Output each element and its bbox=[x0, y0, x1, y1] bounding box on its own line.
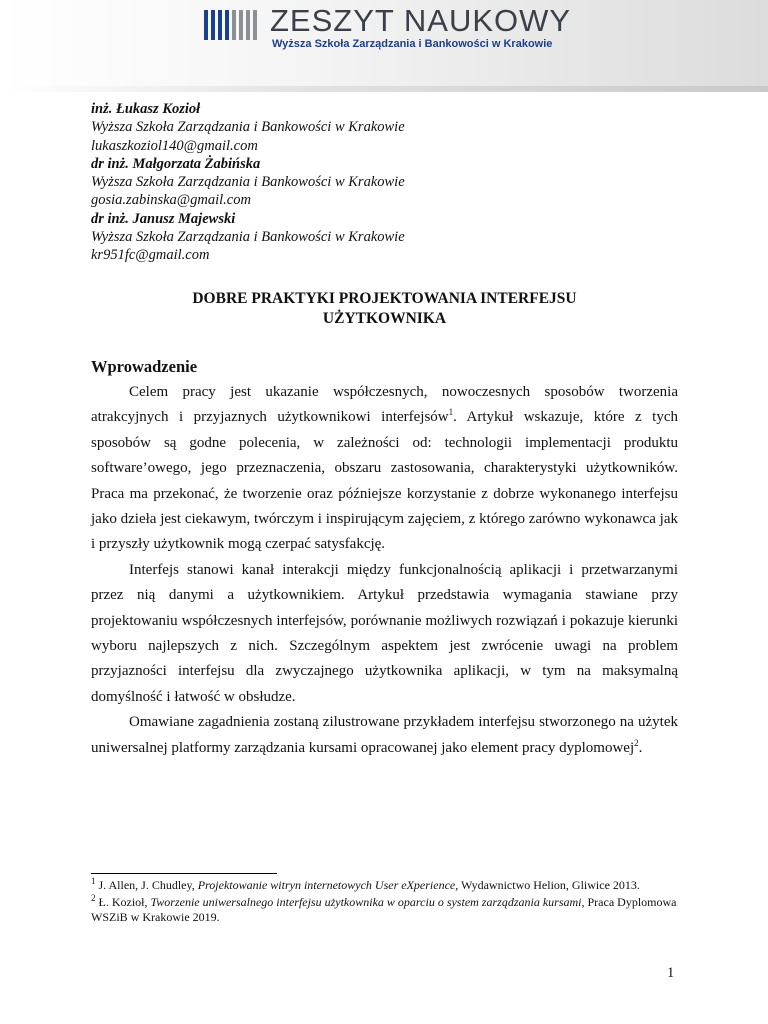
author-email: kr951fc@gmail.com bbox=[91, 247, 210, 264]
author-name: dr inż. Małgorzata Żabińska bbox=[91, 155, 261, 172]
paragraph-text: . bbox=[638, 739, 643, 756]
section-heading: Wprowadzenie bbox=[91, 357, 198, 376]
journal-logo-icon bbox=[204, 10, 262, 40]
footnote-title: Projektowanie witryn internetowych User eXperience bbox=[197, 878, 456, 892]
footnote-text: Ł. Kozioł, bbox=[95, 894, 151, 909]
header-divider bbox=[0, 86, 768, 92]
paragraph-text: Celem pracy jest ukazanie współczesnych, nowoczesnych sposobów tworzenia atrakcyjnych i przyjaznych użytkownikowi interfejsów bbox=[91, 384, 678, 426]
journal-institution: Wyższa Szkoła Zarządzania i Bankowości w Krakowie bbox=[272, 38, 553, 50]
paper-title bbox=[91, 289, 678, 328]
author-affiliation: Wyższa Szkoła Zarządzania i Bankowości w Krakowie bbox=[91, 229, 405, 246]
footnote bbox=[91, 892, 681, 926]
paragraph bbox=[91, 710, 678, 761]
footnote-text: J. Allen, J. Chudley, bbox=[95, 878, 198, 892]
author-name: dr inż. Janusz Majewski bbox=[91, 210, 236, 227]
footnote-number: 2 bbox=[91, 892, 96, 903]
footnote-ref: 1 bbox=[448, 407, 454, 418]
footnote bbox=[91, 878, 681, 894]
author-block bbox=[91, 100, 651, 265]
author-email: gosia.zabinska@gmail.com bbox=[91, 192, 251, 209]
journal-name: ZESZYT NAUKOWY bbox=[270, 3, 572, 38]
paper-title-line: UŻYTKOWNIKA bbox=[322, 309, 447, 327]
footnote-title: Tworzenie uniwersalnego interfejsu użytkownika w oparciu o system zarządzania kursami, bbox=[150, 894, 585, 909]
author-name: inż. Łukasz Kozioł bbox=[91, 101, 201, 117]
footnote-text: Praca Dyplomowa WSZiB w Krakowie 2019. bbox=[91, 894, 677, 925]
paragraph: Interfejs stanowi kanał interakcji między funkcjonalnością aplikacji i przetwarzanymi przez nią danymi a użytkownikiem. Artykuł przedstawia wymagania stawiane przy projektowaniu współczesnych interfejsów, porównanie możliwych rozwiązań i pokazuje kierunki wyboru najlepszych z nich. Szczególnym aspektem jest zwrócenie uwagi na problem przyjazności interfejsu dla zwyczajnego użytkownika aplikacji, w tym na maksymalną domyślność i łatwość w obsłudze. bbox=[91, 561, 678, 705]
footnote-text: , Wydawnictwo Helion, Gliwice 2013. bbox=[455, 878, 640, 892]
journal-header bbox=[0, 0, 768, 86]
body-text bbox=[91, 380, 678, 761]
author-affiliation: Wyższa Szkoła Zarządzania i Bankowości w Krakowie bbox=[91, 119, 405, 136]
author-email: lukaszkoziol140@gmail.com bbox=[91, 137, 258, 154]
page-number: 1 bbox=[667, 965, 675, 981]
footnotes bbox=[91, 878, 681, 927]
paragraph-text: . Artykuł wskazuje, które z tych sposobów są godne polecenia, w zależności od: technologii implementacji produktu software’owego, jego przeznaczenia, obszaru zastosowania, charakterystyki użytkowników. Praca ma przekonać, że tworzenie oraz późniejsze korzystanie z dobrze wykonanego interfejsu jako dzieła jest ciekawym, twórczym i inspirującym zajęciem, z którego zarówno wykonawca jak i przyszły użytkownik mogą czerpać satysfakcję. bbox=[91, 409, 679, 553]
paragraph-text: Omawiane zagadnienia zostaną zilustrowane przykładem interfejsu stworzonego na użytek uniwersalnej platformy zarządzania kursami opracowanej jako element pracy dyplomowej bbox=[91, 714, 678, 756]
paper-title-line: DOBRE PRAKTYKI PROJEKTOWANIA INTERFEJSU bbox=[192, 290, 577, 307]
paragraph bbox=[91, 380, 678, 558]
footnote-ref: 2 bbox=[634, 737, 639, 748]
footnote-separator bbox=[91, 873, 277, 874]
footnote-number: 1 bbox=[91, 876, 96, 886]
author-affiliation: Wyższa Szkoła Zarządzania i Bankowości w Krakowie bbox=[91, 174, 405, 191]
